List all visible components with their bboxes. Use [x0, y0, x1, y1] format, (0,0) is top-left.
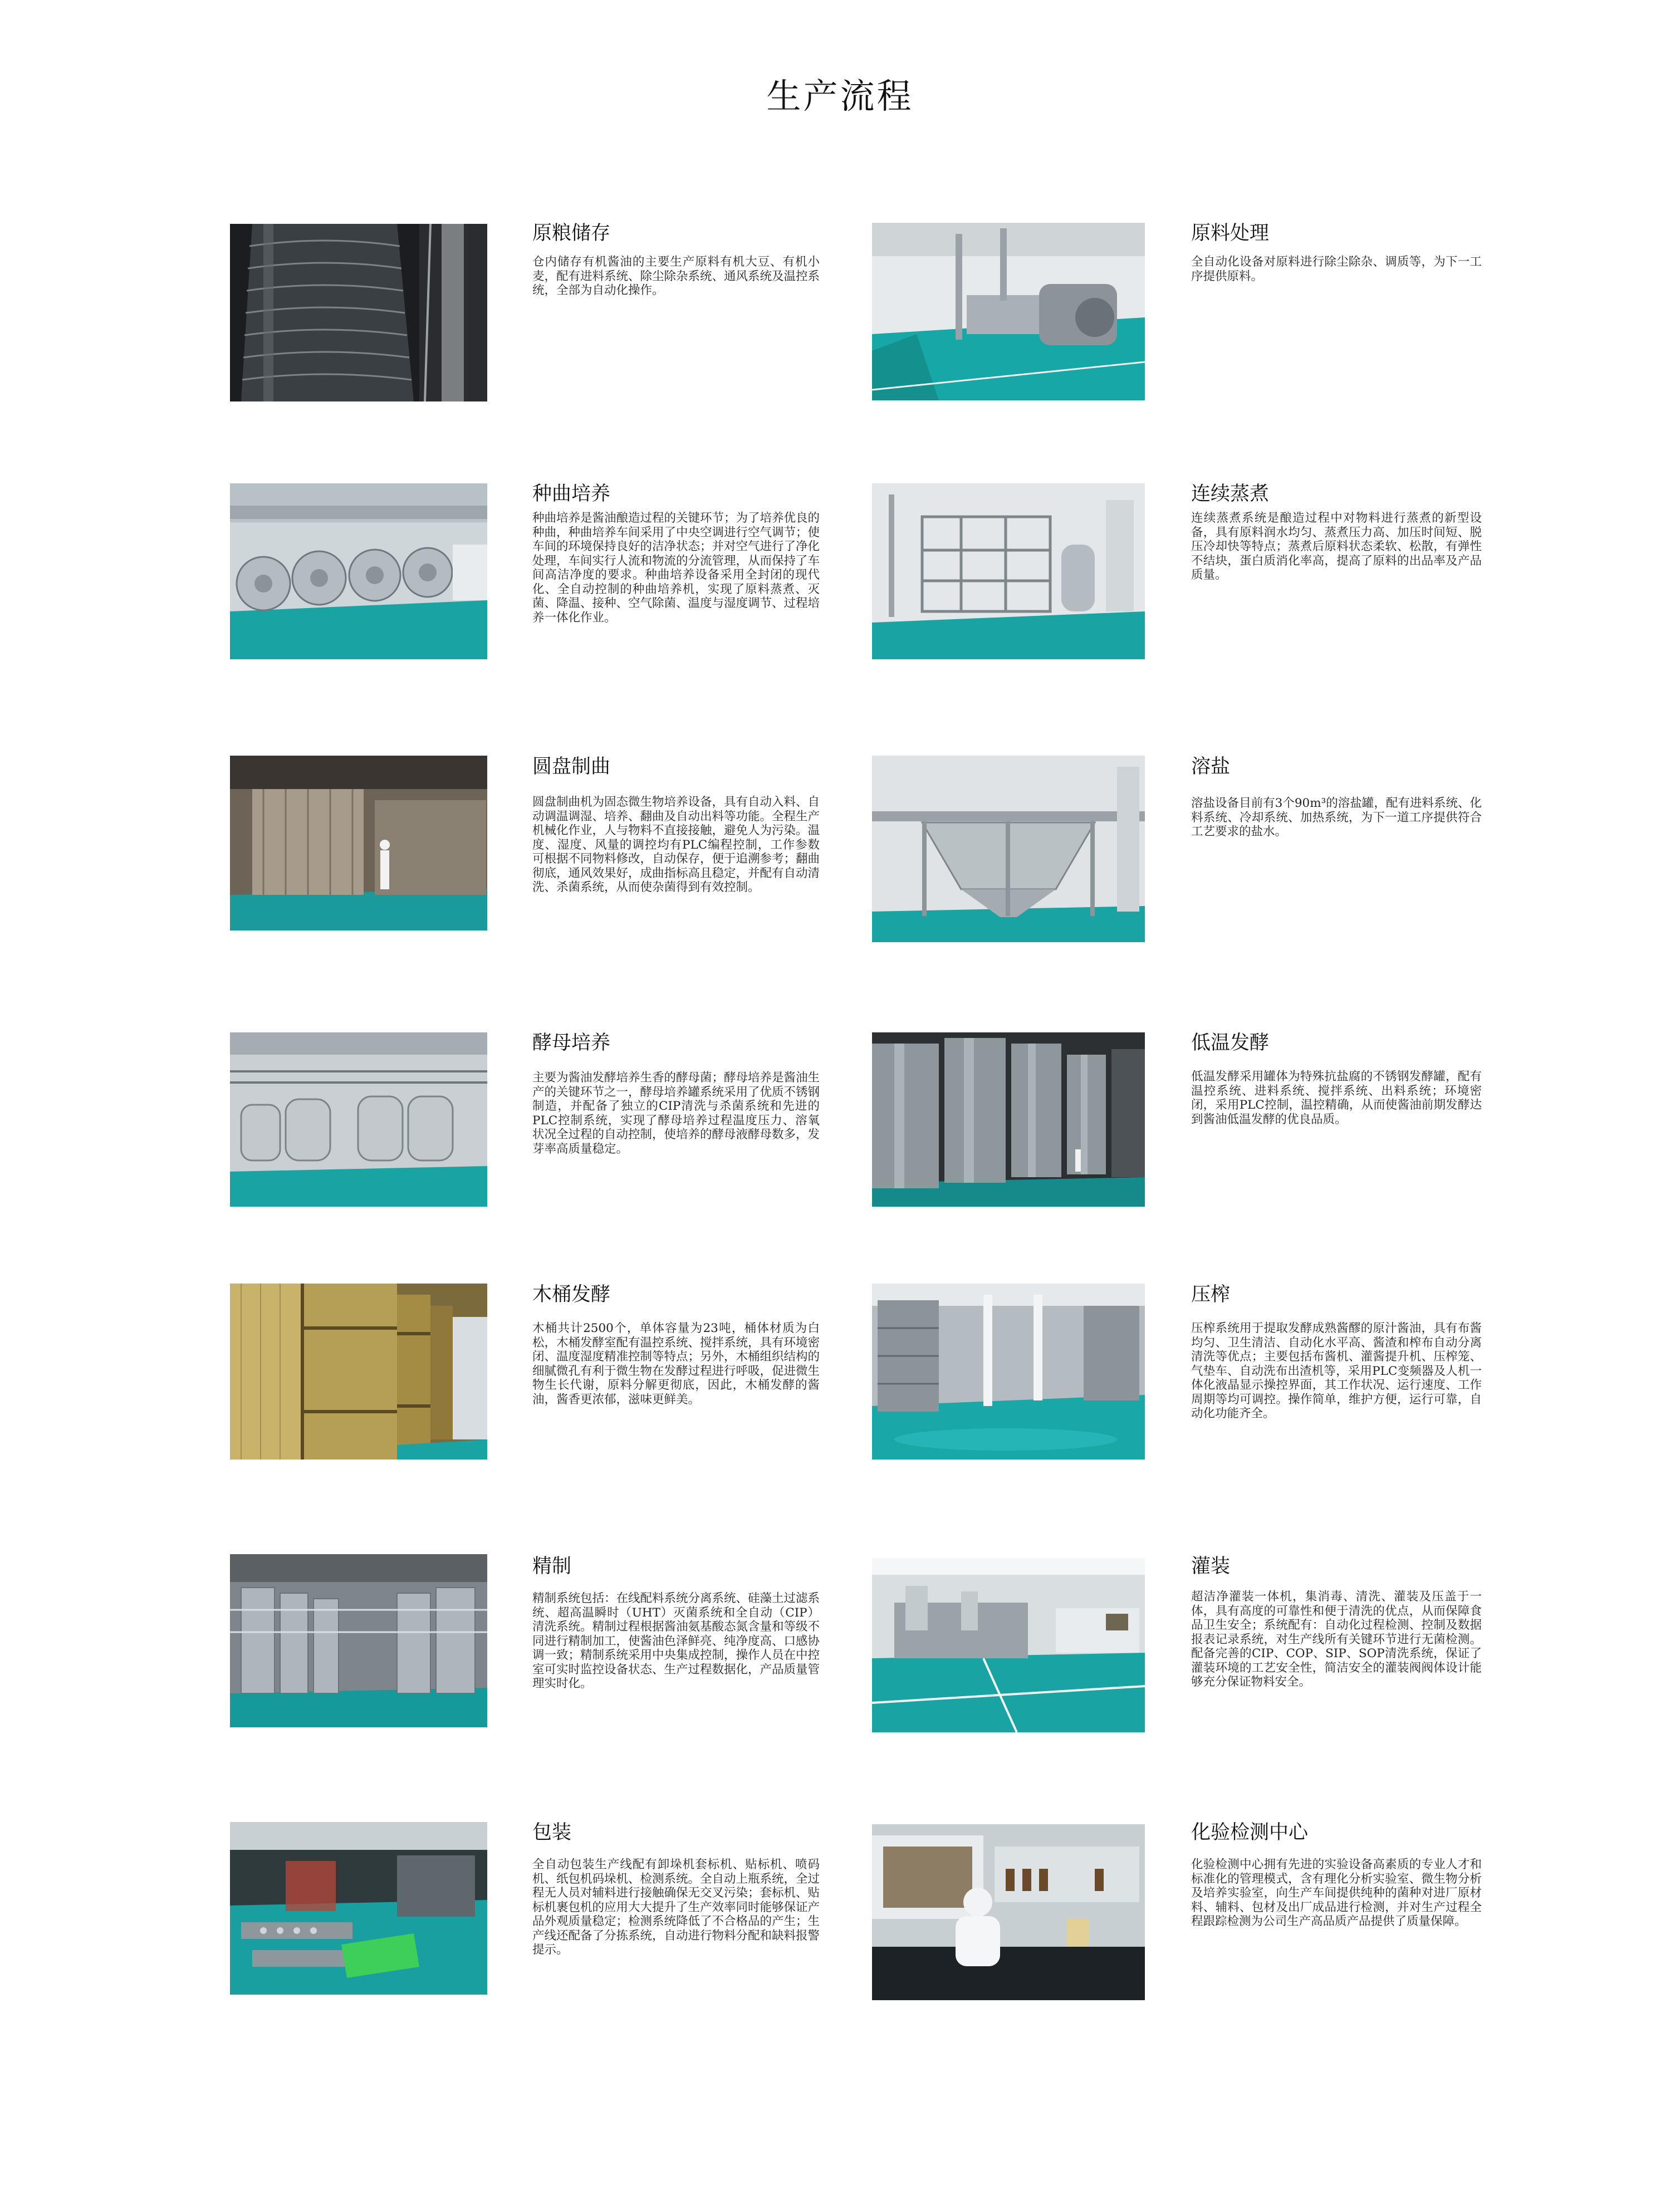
filling-photo	[872, 1558, 1145, 1732]
pressing-photo	[872, 1284, 1145, 1459]
item-description: 仓内储存有机酱油的主要生产原料有机大豆、有机小麦，配有进料系统、除尘除杂系统、通风系统及温控系统，全部为自动化操作。	[532, 255, 820, 297]
page-title: 生产流程	[766, 76, 914, 116]
packaging-photo	[230, 1822, 487, 1995]
item-description: 化验检测中心拥有先进的实验设备高素质的专业人才和标准化的管理模式，含有理化分析实验室、微生物分析及培养实验室，向生产车间提供纯种的菌种对进厂原材料、辅料、包材及出厂成品进行检测，并对生产过程全程跟踪检测为公司生产高品质产品提供了质量保障。	[1191, 1858, 1482, 1928]
item-description: 溶盐设备目前有3个90m³的溶盐罐，配有进料系统、化料系统、冷却系统、加热系统，为下一道工序提供符合工艺要求的盐水。	[1191, 796, 1482, 839]
item-title: 低温发酵	[1191, 1032, 1270, 1054]
raw-material-processing-photo	[872, 223, 1145, 400]
continuous-cooking-photo	[872, 483, 1145, 659]
item-title: 灌装	[1191, 1555, 1231, 1578]
disc-koji-making-photo	[230, 756, 487, 930]
item-title: 精制	[532, 1555, 572, 1578]
item-title: 包装	[532, 1821, 572, 1844]
item-description: 连续蒸煮系统是酿造过程中对物料进行蒸煮的新型设备，具有原料润水均匀、蒸煮压力高、加压时间短、脱压冷却快等特点；蒸煮后原料状态柔软、松散，有弹性不结块，蛋白质消化率高，提高了原料的出品率及产品质量。	[1191, 511, 1482, 582]
yeast-culture-photo	[230, 1032, 487, 1207]
item-description: 木桶共计2500个，单体容量为23吨，桶体材质为白松，木桶发酵室配有温控系统、搅拌系统，具有环境密闭、温度湿度精准控制等特点；另外，木桶组织结构的细腻微孔有利于微生物在发酵过程进行呼吸，促进微生物生长代谢，原料分解更彻底，因此，木桶发酵的酱油，酱香更浓郁，滋味更鲜美。	[532, 1321, 820, 1407]
item-title: 种曲培养	[532, 483, 611, 505]
item-description: 种曲培养是酱油酿造过程的关键环节；为了培养优良的种曲，种曲培养车间采用了中央空调进行空气调节；使车间的环境保持良好的洁净状态；并对空气进行了净化处理，车间实行人流和物流的分流管理，从而保持了车间高洁净度的要求。种曲培养设备采用全封闭的现代化、全自动控制的种曲培养机，实现了原料蒸煮、灭菌、降温、接种、空气除菌、温度与湿度调节、过程培养一体化作业。	[532, 511, 820, 625]
item-title: 连续蒸煮	[1191, 483, 1270, 505]
item-description: 主要为酱油发酵培养生香的酵母菌；酵母培养是酱油生产的关键环节之一，酵母培养罐系统采用了优质不锈钢制造，并配备了独立的CIP清洗与杀菌系统和先进的PLC控制系统，实现了酵母培养过程温度压力、溶氧状况全过程的自动控制，使培养的酵母液酵母数多，发芽率高质量稳定。	[532, 1071, 820, 1156]
item-description: 低温发酵采用罐体为特殊抗盐腐的不锈钢发酵罐，配有温控系统、进料系统、搅拌系统、出料系统；环境密闭，采用PLC控制，温控精确，从而使酱油前期发酵达到酱油低温发酵的优良品质。	[1191, 1070, 1482, 1127]
grain-silo-photo	[230, 224, 487, 401]
item-title: 溶盐	[1191, 756, 1231, 778]
salt-dissolving-photo	[872, 756, 1145, 942]
item-description: 全自动化设备对原料进行除尘除杂、调质等，为下一工序提供原料。	[1191, 255, 1482, 283]
low-temp-fermentation-photo	[872, 1032, 1145, 1207]
item-title: 原料处理	[1191, 222, 1270, 244]
refining-photo	[230, 1554, 487, 1727]
item-title: 圆盘制曲	[532, 756, 611, 778]
item-description: 圆盘制曲机为固态微生物培养设备，具有自动入料、自动调温调湿、培养、翻曲及自动出料等功能。全程生产机械化作业，人与物料不直接接触，避免人为污染。温度、湿度、风量的调控均有PLC编程控制，工作参数可根据不同物料修改，自动保存，便于追溯参考；翻曲彻底，通风效果好，成曲指标高且稳定，并配有自动清洗、杀菌系统，从而使杂菌得到有效控制。	[532, 795, 820, 894]
item-title: 木桶发酵	[532, 1284, 611, 1306]
item-title: 压榨	[1191, 1284, 1231, 1306]
item-description: 压榨系统用于提取发酵成熟酱醪的原汁酱油，具有布酱均匀、卫生清洁、自动化水平高、酱渣和榨布自动分离清洗等优点；主要包括布酱机、灌酱提升机、压榨笼、气垫车、自动洗布出渣机等，采用PLC变频器及人机一体化液晶显示操控界面，其工作状况、运行速度、工作周期等均可调控。操作简单，维护方便，运行可靠，自动化功能齐全。	[1191, 1321, 1482, 1421]
item-description: 全自动包装生产线配有卸垛机套标机、贴标机、喷码机、纸包机码垛机、检测系统。全自动上瓶系统，全过程无人员对辅料进行接触确保无交叉污染；套标机、贴标机裹包机的应用大大提升了生产效率同时能够保证产品外观质量稳定；检测系统降低了不合格品的产生；生产线还配备了分拣系统，自动进行物料分配和缺料报警提示。	[532, 1858, 820, 1957]
item-description: 精制系统包括：在线配料系统分离系统、硅藻土过滤系统、超高温瞬时（UHT）灭菌系统和全自动（CIP）清洗系统。精制过程根据酱油氨基酸态氮含量和等级不同进行精制加工，使酱油色泽鲜亮、纯净度高、口感协调一致；精制系统采用中央集成控制，操作人员在中控室可实时监控设备状态、生产过程数据化，产品质量管理实时化。	[532, 1591, 820, 1691]
item-description: 超洁净灌装一体机，集消毒、清洗、灌装及压盖于一体，具有高度的可靠性和便于清洗的优点，从而保障食品卫生安全；系统配有：自动化过程检测、控制及数据报表记录系统，对生产线所有关键环节进行无菌检测。配备完善的CIP、COP、SIP、SOP清洗系统，保证了灌装环境的工艺安全性，简洁安全的灌装阀阀体设计能够充分保证物料安全。	[1191, 1590, 1482, 1689]
item-title: 酵母培养	[532, 1032, 611, 1054]
seed-koji-culture-photo	[230, 483, 487, 659]
wooden-barrel-photo	[230, 1284, 487, 1459]
item-title: 化验检测中心	[1191, 1821, 1309, 1844]
item-title: 原粮储存	[532, 222, 611, 244]
lab-testing-photo	[872, 1824, 1145, 2000]
